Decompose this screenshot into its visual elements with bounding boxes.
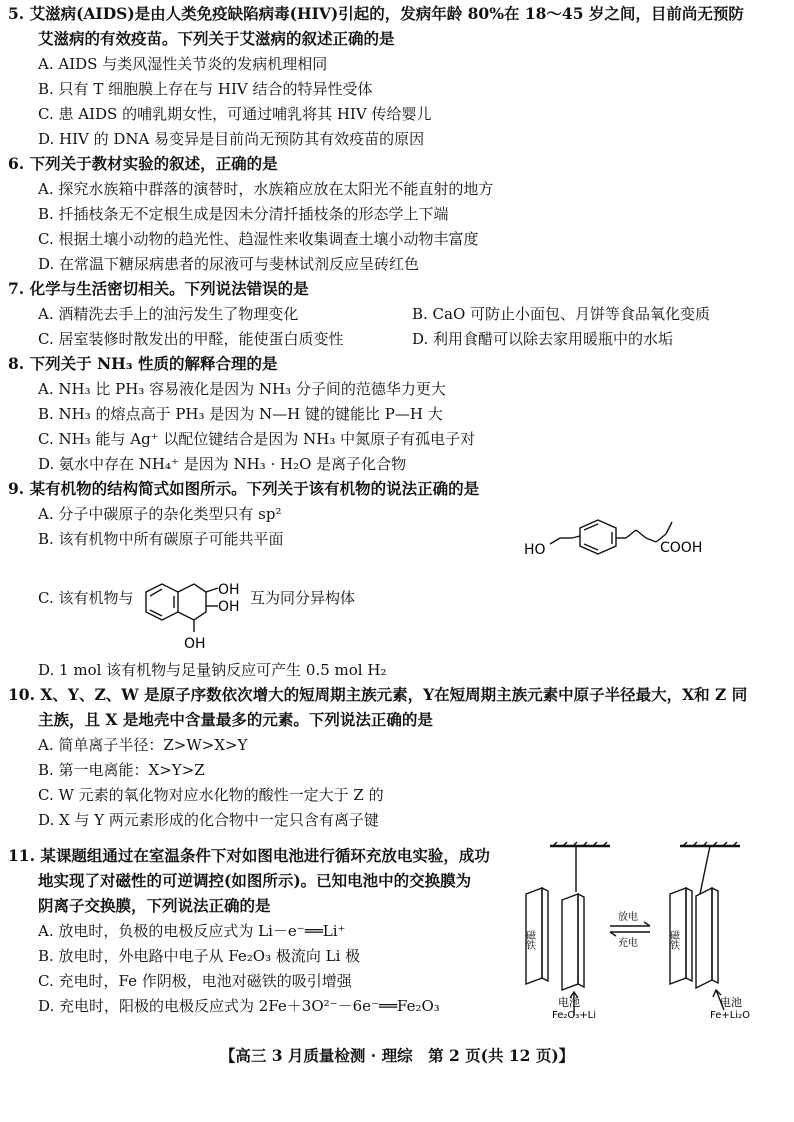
q11-battery-left-label: 电池: [558, 996, 580, 1009]
q11-option-c: C. 充电时，Fe 作阴极，电池对磁铁的吸引增强: [38, 972, 352, 990]
q9-option-c-pre: C. 该有机物与: [38, 589, 134, 607]
q8-option-c: C. NH₃ 能与 Ag⁺ 以配位键结合是因为 NH₃ 中氮原子有孤电子对: [38, 430, 476, 448]
q9-option-d: D. 1 mol 该有机物与足量钠反应可产生 0.5 mol H₂: [38, 661, 387, 679]
q11-stem-line2: 地实现了对磁性的可逆调控(如图所示)。已知电池中的交换膜为: [38, 871, 472, 890]
q8-stem: 8. 下列关于 NH₃ 性质的解释合理的是: [8, 354, 278, 373]
q10-stem-line2: 主族，且 X 是地壳中含量最多的元素。下列说法正确的是: [38, 710, 433, 729]
q10-option-c: C. W 元素的氧化物对应水化物的酸性一定大于 Z 的: [38, 786, 384, 804]
q9-fig-ho-label: HO: [524, 542, 546, 558]
q5-option-a: A. AIDS 与类风湿性关节炎的发病机理相同: [38, 55, 328, 73]
q11-magnet-right-label: 磁铁: [667, 930, 679, 950]
q7-stem: 7. 化学与生活密切相关。下列说法错误的是: [8, 279, 309, 298]
q11-option-d: D. 充电时，阳极的电极反应式为 2Fe＋3O²⁻－6e⁻══Fe₂O₃: [38, 997, 440, 1015]
q9-structure-figure: [520, 508, 740, 568]
q9-option-c-post: 互为同分异构体: [250, 589, 356, 607]
q10-option-a: A. 简单离子半径：Z>W>X>Y: [38, 736, 248, 754]
q6-option-d: D. 在常温下糖尿病患者的尿液可与斐林试剂反应呈砖红色: [38, 255, 420, 273]
q11-option-b: B. 放电时，外电路中电子从 Fe₂O₃ 极流向 Li 极: [38, 947, 361, 965]
q11-stem-line3: 阴离子交换膜，下列说法正确的是: [38, 896, 271, 915]
q7-option-c: C. 居室装修时散发出的甲醛，能使蛋白质变性: [38, 330, 344, 348]
q9-option-b: B. 该有机物中所有碳原子可能共平面: [38, 530, 284, 548]
page-footer: 【高三 3 月质量检测 · 理综 第 2 页(共 12 页)】: [219, 1046, 575, 1065]
q8-option-d: D. 氨水中存在 NH₄⁺ 是因为 NH₃ · H₂O 是离子化合物: [38, 455, 407, 473]
q11-battery-right-label: 电池: [720, 996, 742, 1009]
q8-option-b: B. NH₃ 的熔点高于 PH₃ 是因为 N—H 键的键能比 P—H 大: [38, 405, 443, 423]
q6-stem: 6. 下列关于教材实验的叙述，正确的是: [8, 154, 278, 173]
q10-option-d: D. X 与 Y 两元素形成的化合物中一定只含有离子键: [38, 811, 379, 829]
q7-option-d: D. 利用食醋可以除去家用暖瓶中的水垢: [412, 330, 674, 348]
q11-charge-label: 充电: [618, 938, 638, 949]
q11-battery-magnet-figure: [520, 840, 790, 1020]
q5-option-b: B. 只有 T 细胞膜上存在与 HIV 结合的特异性受体: [38, 80, 373, 98]
q6-option-b: B. 扦插枝条无不定根生成是因未分清扦插枝条的形态学上下端: [38, 205, 449, 223]
q5-option-c: C. 患 AIDS 的哺乳期女性，可通过哺乳将其 HIV 传给婴儿: [38, 105, 432, 123]
q7-option-b: B. CaO 可防止小面包、月饼等食品氧化变质: [412, 305, 711, 323]
q9-stem: 9. 某有机物的结构简式如图所示。下列关于该有机物的说法正确的是: [8, 479, 480, 498]
q9-fig-cooh-label: COOH: [660, 540, 703, 556]
q9-option-a: A. 分子中碳原子的杂化类型只有 sp²: [38, 505, 282, 523]
q6-option-a: A. 探究水族箱中群落的演替时，水族箱应放在太阳光不能直射的地方: [38, 180, 494, 198]
q6-option-c: C. 根据土壤小动物的趋光性、趋湿性来收集调查土壤小动物丰富度: [38, 230, 479, 248]
q8-option-a: A. NH₃ 比 PH₃ 容易液化是因为 NH₃ 分子间的范德华力更大: [38, 380, 446, 398]
q9-c-oh-2: OH: [218, 599, 240, 615]
q11-stem-line1: 11. 某课题组通过在室温条件下对如图电池进行循环充放电实验，成功: [8, 846, 490, 865]
q7-option-a: A. 酒精洗去手上的油污发生了物理变化: [38, 305, 299, 323]
q10-option-b: B. 第一电离能：X>Y>Z: [38, 761, 205, 779]
q11-battery-left-sub: Fe₂O₃+Li: [552, 1010, 596, 1020]
q11-magnet-left-label: 磁铁: [523, 930, 535, 950]
q9-option-c-structure: [140, 570, 250, 655]
q10-stem-line1: 10. X、Y、Z、W 是原子序数依次增大的短周期主族元素，Y在短周期主族元素中原子半径最大，X和 Z 同: [8, 685, 748, 704]
q5-stem-line2: 艾滋病的有效疫苗。下列关于艾滋病的叙述正确的是: [38, 29, 395, 48]
q5-option-d: D. HIV 的 DNA 易变异是目前尚无预防其有效疫苗的原因: [38, 130, 425, 148]
q11-option-a: A. 放电时，负极的电极反应式为 Li－e⁻══Li⁺: [38, 922, 346, 940]
q11-discharge-label: 放电: [618, 912, 638, 923]
q9-c-oh-1: OH: [218, 582, 240, 598]
q5-stem-line1: 5. 艾滋病(AIDS)是由人类免疫缺陷病毒(HIV)引起的，发病年龄 80%在 18～45 岁之间，目前尚无预防: [8, 4, 744, 23]
q9-c-oh-3: OH: [184, 636, 206, 652]
q11-battery-right-sub: Fe+Li₂O: [710, 1010, 750, 1020]
